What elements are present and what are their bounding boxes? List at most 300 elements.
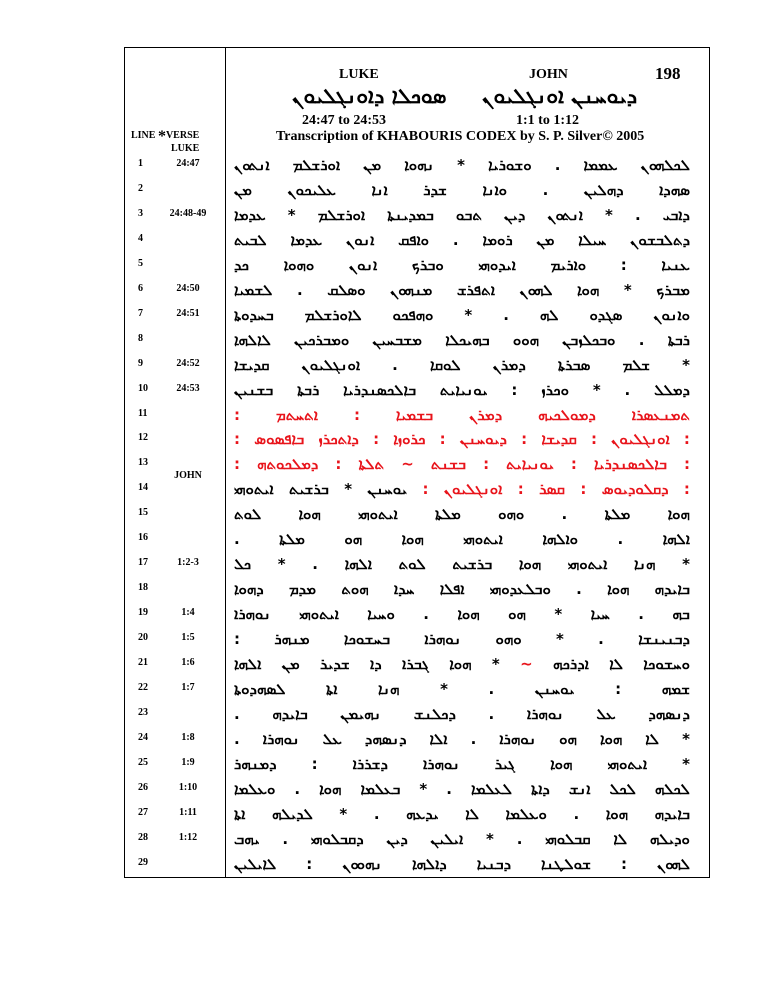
syriac-word: : [234, 430, 240, 449]
syriac-word: ܘܗܘ [498, 505, 525, 524]
syriac-word: ܘܣܠܩ [327, 280, 366, 299]
syriac-word: ܗܘܐ [599, 729, 623, 748]
syriac-word: * [682, 729, 690, 748]
syriac-word: ܠܫܡܝܐ [234, 280, 273, 299]
syriac-word: ܠܗܘܢ [657, 854, 690, 873]
line-number: 6 [138, 282, 143, 294]
syriac-word: : [570, 455, 577, 474]
syriac-word: ܗܘܐ [518, 555, 542, 574]
syriac-word: ܒܫܢܬ [430, 455, 466, 474]
syriac-word: ܩܒܠܘܗܝ [545, 829, 591, 848]
syriac-word: . [554, 156, 561, 174]
line-number: 13 [138, 457, 148, 469]
syriac-word: ܟܪܘܙܐ [393, 430, 426, 449]
syriac-word: * [554, 605, 563, 624]
page-number: 198 [655, 64, 681, 83]
syriac-word: . [542, 180, 549, 199]
syriac-word: ܐܢܬܘܢ [234, 156, 270, 174]
syriac-word: * [592, 380, 601, 399]
syriac-word: ܡܫܒܚܝܢ [372, 330, 422, 349]
syriac-line [234, 602, 690, 626]
syriac-word: ܠܗܘܢ [519, 280, 553, 299]
syriac-word: . [634, 205, 641, 224]
syriac-line [234, 852, 690, 876]
syriac-word: ܐܢܫ [568, 779, 591, 798]
syriac-word: ܘܥܠܡܐ [505, 804, 547, 823]
syriac-word: ܢܘܗܪܐ [262, 729, 300, 748]
line-number: 17 [138, 557, 148, 569]
syriac-word: : [234, 630, 240, 649]
line-number: 9 [138, 357, 143, 369]
syriac-word: ܐܝܬܘܗܝ [234, 480, 274, 499]
syriac-word: : [373, 430, 380, 449]
syriac-word: . [638, 605, 644, 624]
syriac-word: . [423, 605, 429, 624]
syriac-word: ܟܠ [234, 555, 252, 574]
syriac-word: ܠܐ [613, 829, 628, 848]
syriac-word: ܕܐܒܝ [662, 205, 690, 224]
syriac-word: : [683, 455, 690, 474]
syriac-word: ܕܡܪܢ [469, 405, 503, 424]
syriac-word: ܝܘܚܢܢ [367, 480, 408, 499]
syriac-word: ܐܬܦܪܫ [456, 280, 495, 299]
syriac-word: ܣܗܕܐ [659, 180, 690, 199]
line-number: 20 [138, 632, 148, 644]
line-number: 8 [138, 332, 143, 344]
line-number: 2 [138, 182, 143, 194]
syriac-line [234, 278, 690, 302]
line-number: 24 [138, 731, 148, 743]
syriac-word: ܡܠܬܐ [435, 505, 461, 524]
syriac-word: ܘܗܘ [495, 630, 522, 649]
syriac-word: : [353, 405, 360, 424]
syriac-word: ܒܐܠܟܣܢܕܪܝܐ [343, 380, 417, 399]
syriac-word: ܘܟܪܙ [541, 380, 569, 399]
syriac-word: ܠܕܝܠܗ [271, 804, 313, 823]
syriac-word: ܕܡܪܢ [492, 355, 526, 374]
syriac-word: ܩܕܝܫܐ [234, 355, 270, 374]
syriac-word: ܗܘ [344, 530, 363, 549]
syriac-word: ܕܢܣܗܕ [648, 704, 690, 723]
syriac-word: ܐܠܐ [429, 729, 448, 748]
syriac-word: ܘܐܠܗܐ [542, 530, 579, 549]
syriac-word: ܣܒܪܬܐ [557, 355, 591, 374]
syriac-line [234, 527, 690, 551]
syriac-line [234, 253, 690, 277]
syriac-line [234, 752, 690, 776]
syriac-word: . [296, 280, 303, 299]
line-number: 5 [138, 257, 143, 269]
syriac-word: ܐܝܬܘܗܝ [299, 605, 339, 624]
line-number: 3 [138, 207, 143, 219]
syriac-word: : [234, 455, 240, 474]
syriac-word: ܐܬܚܬܡ [275, 405, 318, 424]
verse-reference: 24:50 [176, 282, 200, 294]
syriac-word: ܘܡܒܪܟܝܢ [294, 330, 350, 349]
syriac-word: ܚܝܐ [590, 605, 610, 624]
line-number: 11 [138, 407, 148, 419]
syriac-word: ܒܥܠܡܐ [360, 779, 401, 798]
syriac-word: . [234, 530, 240, 549]
syriac-word: ܒܪܫܝܬ [452, 555, 493, 574]
syriac-word: ܘܐܦܩ [398, 230, 430, 249]
syriac-word: ܕܒܢܝܢܫܐ [638, 630, 690, 649]
line-number: 18 [138, 582, 148, 594]
line-number: 27 [138, 806, 148, 818]
syriac-word: ܟܕ [234, 255, 249, 274]
syriac-word: ܘܐܪܝܡ [550, 255, 587, 274]
syriac-word: ܥܠܝܟܘܢ [287, 180, 336, 199]
syriac-word: ܪܘܡܐ [482, 230, 513, 249]
syriac-word: . [470, 729, 477, 748]
syriac-word: ܢܘܗܪܐ [422, 754, 460, 773]
syriac-word: ܐܝܠܝܢ [430, 829, 464, 848]
syriac-word: ܠܟܠ [609, 779, 636, 798]
line-number: 29 [138, 856, 148, 868]
syriac-word: ܥܕܡܐ [290, 230, 323, 249]
line-number: 14 [138, 482, 148, 494]
syriac-word: ܝܘܚܢܢ [534, 679, 575, 698]
syriac-word: ܓܒܪܐ [402, 655, 429, 673]
syriac-word: ܫܕܝܪ [319, 655, 350, 673]
syriac-word: . [573, 804, 580, 823]
syriac-word: ܗܢܐ [634, 555, 656, 574]
syriac-word: ~ [520, 655, 533, 673]
syriac-word: : [620, 255, 627, 274]
syriac-word: . [294, 779, 301, 798]
line-number: 22 [138, 681, 148, 693]
syriac-word: . [452, 230, 459, 249]
column-divider [225, 47, 226, 878]
line-number: 1 [138, 158, 143, 169]
syriac-word: . [576, 580, 582, 599]
syriac-word: ܘܒܪܟ [411, 255, 444, 274]
syriac-word: ܗܘܐ [550, 754, 573, 773]
line-number: 19 [138, 607, 148, 619]
syriac-word: ܠܟܠܗܘܢ [640, 156, 690, 174]
syriac-word: ܝܕܥܗ [406, 804, 439, 823]
syriac-word: ܒܐܠܟܣܢܕܪܝܐ [594, 455, 667, 474]
syriac-word: ܠܐܘܪܫܠܡ [304, 305, 362, 324]
syriac-word: : [335, 455, 342, 474]
syriac-word: : [683, 480, 690, 499]
syriac-word: . [598, 630, 604, 649]
line-number: 23 [138, 706, 148, 718]
syriac-word: ܢܘܗܪܐ [526, 704, 564, 723]
syriac-word: ܒܐܝܕܗ [654, 580, 690, 599]
syriac-word: ܘܕܝܠܗ [649, 829, 690, 848]
syriac-word: ܩܕܝܫܐ [541, 430, 577, 449]
syriac-word: : [422, 480, 429, 499]
syriac-word: ܩܣܪ [539, 480, 565, 499]
syriac-word: . [488, 704, 495, 723]
syriac-word: ܗܘܐ [449, 655, 472, 673]
syriac-word: ܒܐܝܕܗ [654, 804, 690, 823]
syriac-line [234, 228, 690, 252]
syriac-word: ܗܢܐ [378, 679, 400, 698]
verse-label: VERSE [165, 130, 200, 141]
syriac-line [234, 427, 690, 451]
syriac-word: . [282, 829, 289, 848]
syriac-word: * [682, 754, 690, 773]
syriac-word: ܐܠܗܐ [234, 655, 262, 673]
syriac-word: * [277, 555, 286, 574]
syriac-word: ܕܩܠܘܕܝܘܣ [601, 480, 669, 499]
syriac-word: ܐܝܬܘܗܝ [567, 555, 608, 574]
syriac-word: * [344, 480, 353, 499]
syriac-word: ܠܐܠܗܐ [234, 330, 271, 349]
syriac-word: * [605, 205, 613, 224]
syriac-word: ܐܕܪܟܗ [553, 655, 589, 673]
right-book-title: JOHN [529, 67, 568, 82]
left-book-title: LUKE [339, 67, 379, 82]
syriac-word: ܐܠܗܐ [344, 555, 372, 574]
syriac-line [234, 777, 690, 801]
syriac-word: ܬܒܘ [455, 205, 482, 224]
syriac-word: * [457, 156, 465, 174]
syriac-word: ܐܘܢܓܠܝܘܢ [611, 430, 670, 449]
syriac-word: ܒܐܦܣܘܣ [254, 430, 305, 449]
syriac-word: ܐܬܐ [234, 804, 246, 823]
syriac-line [234, 702, 690, 726]
syriac-word: ܕܝܢ [386, 829, 408, 848]
syriac-word: ܘܐܢܘܢ [653, 305, 690, 324]
syriac-word: ܐܝܬܘܗܝ [463, 530, 503, 549]
syriac-word: ܢܘܗܪܐ [424, 630, 462, 649]
right-syriac-title: ܕܝܘܚܢܢ ܐܘܢܓܠܝܘܢ [482, 84, 638, 108]
syriac-word: ܡܠܬܐ [279, 530, 305, 549]
syriac-word: ܕܐܬܟܪܙ [318, 430, 359, 449]
syriac-word: ܒܫܢܝܢ [234, 380, 274, 399]
syriac-word: ܐܬܐ [326, 679, 338, 698]
verse-reference: 24:51 [176, 307, 200, 319]
syriac-word: : [511, 380, 518, 399]
syriac-word: : [483, 455, 490, 474]
syriac-line [234, 403, 690, 427]
star-marker: * [157, 128, 166, 145]
syriac-word: ܕܡܠܟܘܬܗ [257, 455, 319, 474]
syriac-word: ܡܢܗܪ [274, 630, 310, 649]
syriac-word: ܘܐܢܐ [482, 180, 508, 199]
syriac-word: : [683, 430, 690, 449]
syriac-word: ܒܗܝܟܠܐ [445, 330, 490, 349]
syriac-word: ܓܝܪ [494, 754, 516, 773]
syriac-word: ܒܡܕܝܢܬܐ [387, 205, 434, 224]
verse-reference: 24:53 [176, 382, 200, 394]
syriac-line [234, 303, 690, 327]
line-number: 15 [138, 507, 148, 519]
syriac-word: ܠܐܝܠܝܢ [234, 854, 277, 873]
syriac-word: ܒܪܫܝܬ [289, 480, 329, 499]
syriac-line [234, 677, 690, 701]
syriac-word: ܢܘܗܪܐ [234, 605, 271, 624]
syriac-word: ܗܘܐ [457, 605, 480, 624]
syriac-word: ܗܘܘ [512, 330, 539, 349]
syriac-word: * [419, 779, 428, 798]
syriac-word: ܥܕܡܐ [234, 205, 266, 224]
syriac-word: ܥܠ [322, 729, 342, 748]
transcription-credit: Transcription of KHABOURIS CODEX by S. P. Silver© 2005 [276, 129, 645, 144]
syriac-word: ܠܐ [465, 804, 479, 823]
syriac-word: ܗܘ [559, 729, 577, 748]
syriac-word: ܘܚܝܐ [367, 605, 395, 624]
syriac-word: ܡܢ [536, 230, 555, 249]
syriac-word: ܗܘܐ [298, 505, 321, 524]
syriac-word: . [638, 330, 645, 349]
syriac-word: ܕܡܘܠܟܝܗ [538, 405, 596, 424]
syriac-word: ܗܘܐ [577, 280, 600, 299]
syriac-line [234, 552, 690, 576]
syriac-word: ܝܘܢܝܐܝܬ [439, 380, 488, 399]
syriac-word: ܠܘܩܐ [429, 355, 461, 374]
syriac-word: ܐܢܐ [371, 180, 388, 199]
syriac-word: * [440, 679, 448, 698]
syriac-word: ܠܟܠܗ [654, 779, 690, 798]
line-number: 10 [138, 382, 148, 394]
syriac-word: ܫܡܗ [661, 679, 690, 698]
verse-reference: 1:10 [178, 781, 198, 793]
syriac-word: ~ [401, 455, 414, 474]
syriac-word: ܫܠܡ [622, 355, 651, 374]
syriac-word: : [621, 854, 627, 873]
syriac-word: ܚܕܐ [393, 580, 415, 599]
verse-reference: 1:5 [181, 632, 195, 644]
syriac-word: * [682, 555, 690, 574]
syriac-word: ܡܢܗܘܢ [390, 280, 433, 299]
line-number: 28 [138, 831, 148, 843]
syriac-word: ܕܡܢܗܪ [234, 754, 277, 773]
syriac-word: ܠܣܗܕܘܬܐ [234, 679, 286, 698]
syriac-word: ܐܢܬܘܢ [547, 205, 583, 224]
syriac-word: ܐܘܪܫܠܡ [317, 205, 366, 224]
syriac-word: ܕܫܪܪܐ [352, 754, 388, 773]
syriac-word: ܢܘܗܪܐ [499, 729, 537, 748]
syriac-word: * [682, 355, 690, 374]
syriac-word: : [306, 854, 313, 873]
syriac-word: . [234, 704, 240, 723]
syriac-line [234, 378, 690, 402]
syriac-word: . [617, 530, 624, 549]
syriac-word: ܢܗܘܐ [404, 156, 435, 174]
syriac-word: ܐܘܪܫܠܡ [292, 156, 341, 174]
line-number: 26 [138, 781, 148, 793]
line-number: 12 [138, 432, 148, 444]
syriac-word: * [464, 305, 473, 324]
verse-reference: 1:11 [179, 806, 197, 818]
syriac-word: : [615, 679, 622, 698]
syriac-word: : [439, 430, 446, 449]
column-header-book: LUKE [171, 143, 200, 154]
syriac-word: ܪܒܬܐ [667, 330, 690, 349]
verse-reference: 1:4 [181, 607, 195, 619]
syriac-word: ܗܘܬ [341, 580, 369, 599]
verse-reference: 1:9 [181, 756, 195, 768]
syriac-word: : [580, 480, 587, 499]
syriac-word: . [373, 804, 380, 823]
syriac-word: ܡܢ [234, 180, 252, 199]
syriac-word: ܐܝܕܘܗܝ [478, 255, 516, 274]
left-verse-range: 24:47 to 24:53 [302, 113, 386, 128]
line-label: LINE [131, 130, 156, 141]
syriac-word: ܐܝܬܘܗܝ [607, 754, 648, 773]
syriac-word: ܠܐ [645, 729, 660, 748]
syriac-word: : [234, 405, 240, 424]
syriac-word: : [517, 480, 524, 499]
verse-reference: 1:8 [181, 731, 195, 743]
syriac-word: ܠܐ [609, 655, 623, 673]
syriac-word: ܠܒܝܬ [234, 230, 267, 249]
syriac-line [234, 652, 690, 676]
line-number: 4 [138, 232, 143, 244]
syriac-word: ܗܘܐ [401, 530, 424, 549]
right-verse-range: 1:1 to 1:12 [516, 113, 579, 128]
syriac-word: . [503, 305, 509, 324]
syriac-word: ܝܘܢܝܐܝܬ [506, 455, 554, 474]
syriac-word: ܐܠܗܐ [662, 530, 690, 549]
line-number: 16 [138, 532, 148, 544]
syriac-line [234, 477, 690, 501]
syriac-word: ܗܘ [508, 605, 526, 624]
syriac-word: ܘܗܦܟܘ [392, 305, 434, 324]
syriac-word: ܡܢ [281, 655, 300, 673]
verse-reference: 24:52 [176, 357, 200, 369]
syriac-word: ܡܢ [363, 156, 382, 174]
syriac-word: . [561, 505, 568, 524]
syriac-word: * [491, 655, 500, 673]
verse-reference: 1:6 [181, 657, 195, 668]
syriac-line [234, 577, 690, 601]
syriac-word: ܕܩܒܠܘܗܝ [310, 829, 364, 848]
syriac-word: ܘܥܠܡܐ [234, 779, 276, 798]
syriac-line [234, 502, 690, 526]
syriac-word: * [555, 630, 564, 649]
syriac-word: . [312, 555, 318, 574]
syriac-line [234, 203, 690, 227]
syriac-word: . [624, 380, 631, 399]
syriac-word: . [488, 679, 495, 698]
syriac-word: ܕܝܢ [503, 205, 526, 224]
syriac-word: ܐܢܘܢ [346, 230, 375, 249]
syriac-word: ܒܫܡܝܐ [395, 405, 434, 424]
syriac-line [234, 802, 690, 826]
syriac-word: ܕܢܣܗܕ [364, 729, 407, 748]
syriac-word: ܒܐܝܕܗ [272, 704, 308, 723]
syriac-word: ܐܘܢܓܠܝܘܢ [443, 480, 503, 499]
verse-reference: 1:12 [178, 831, 198, 843]
syriac-line [234, 727, 690, 751]
syriac-line [234, 178, 690, 202]
syriac-word: ܕܬܠܒܫܘܢ [630, 230, 690, 249]
syriac-word: ܡܕܡ [288, 580, 317, 599]
syriac-word: ܒܗ [672, 605, 690, 624]
syriac-word: ܫܕܪ [423, 180, 447, 199]
syriac-word: ܥܠ [596, 704, 616, 723]
syriac-word: ܢܗܝܡܢ [340, 704, 382, 723]
syriac-word: ܕܟܠܢܫ [413, 704, 456, 723]
syriac-line [234, 328, 690, 352]
syriac-word: ܣܓܕܘ [589, 305, 623, 324]
syriac-word: ܗܘܐ [607, 580, 630, 599]
syriac-word: ܡܠܬܐ [604, 505, 631, 524]
syriac-line [234, 153, 690, 177]
syriac-line [234, 827, 690, 851]
syriac-word: ܕܒܢܝܐ [476, 854, 511, 873]
syriac-word: ܕܐܠܗܐ [411, 854, 447, 873]
syriac-word: ܗܘܐ [319, 779, 342, 798]
syriac-word: ܡܒܪܟ [656, 280, 690, 299]
syriac-word: ܐܝܬܘܗܝ [358, 505, 398, 524]
line-number: 25 [138, 756, 148, 768]
